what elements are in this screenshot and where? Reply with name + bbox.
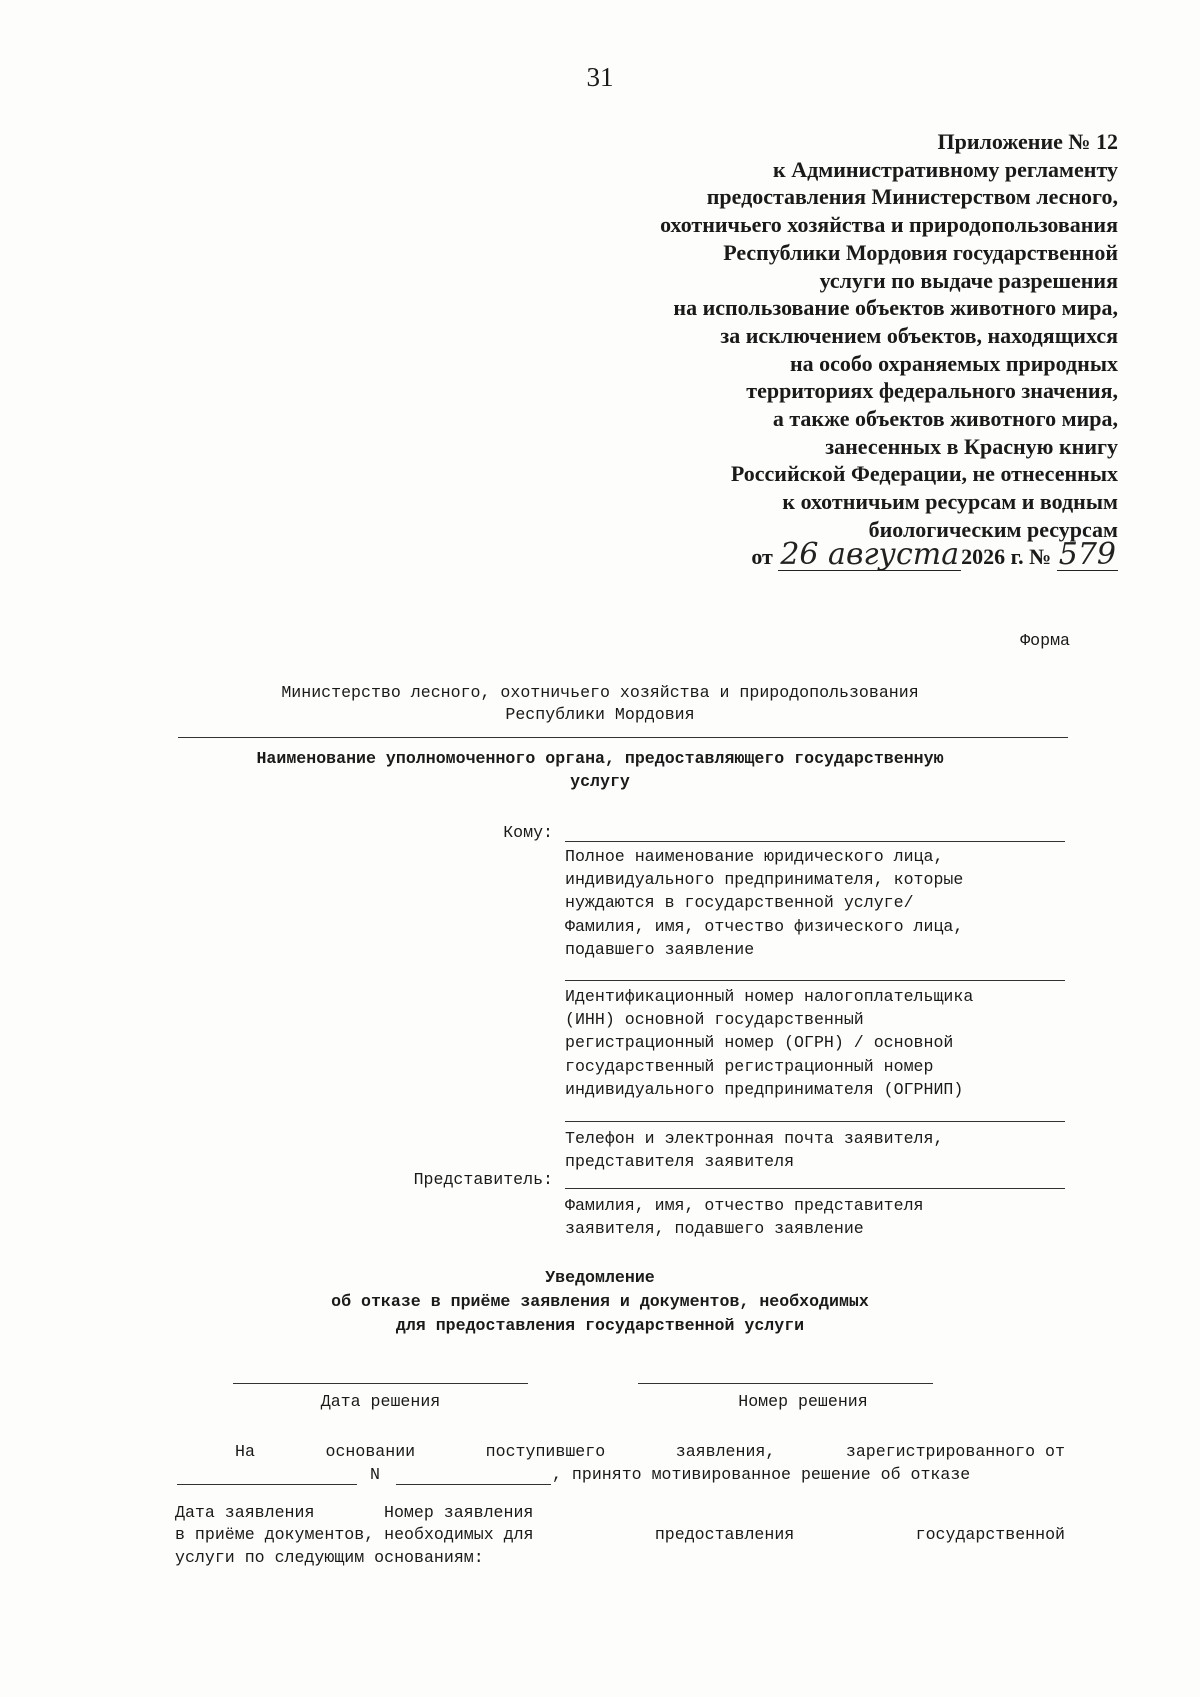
organ-caption-line-1: Наименование уполномоченного органа, предоставляющего государственную: [256, 749, 944, 768]
ministry-line-1: Министерство лесного, охотничьего хозяйства и природопользования: [281, 683, 919, 702]
appendix-line-6: услуги по выдаче разрешения: [819, 267, 1118, 293]
form-label: Форма: [1020, 631, 1070, 650]
body-paragraph-line-3: [175, 1525, 1065, 1544]
recipient-id-hint-line-5: индивидуального предпринимателя (ОГРНИП): [565, 1079, 964, 1099]
recipient-id-hint-line-3: регистрационный номер (ОГРН) / основной: [565, 1033, 954, 1053]
approval-line: [751, 537, 1118, 572]
decision-number-caption: Номер решения: [738, 1392, 868, 1411]
body-word-2: основании: [325, 1442, 416, 1461]
representative-line[interactable]: [565, 1188, 1065, 1189]
application-date-blank[interactable]: [177, 1484, 357, 1485]
appendix-line-13: Российской Федерации, не отнесенных: [730, 461, 1118, 487]
notice-title: Уведомление: [545, 1268, 655, 1287]
body-line-3-part-2: предоставления: [654, 1525, 795, 1544]
recipient-name-hint-line-5: подавшего заявление: [565, 939, 755, 959]
appendix-line-11: а также объектов животного мира,: [772, 406, 1118, 432]
recipient-contact-hint-line-2: представителя заявителя: [565, 1152, 795, 1172]
appendix-line-12: занесенных в Красную книгу: [825, 433, 1118, 459]
recipient-name-hint-line-4: Фамилия, имя, отчество физического лица,: [565, 916, 964, 936]
page-number: 31: [586, 62, 614, 92]
body-paragraph-line-2-end: , принято мотивированное решение об отказе: [552, 1465, 971, 1484]
recipient-name-hint-line-3: нуждаются в государственной услуге/: [565, 893, 914, 913]
recipient-id-hint-line-4: государственный регистрационный номер: [565, 1056, 934, 1076]
recipient-id-hint-line-2: (ИНН) основной государственный: [565, 1010, 864, 1030]
body-paragraph-line-4: услуги по следующим основаниям:: [175, 1548, 484, 1567]
handwritten-date: 26 августа: [780, 537, 960, 572]
recipient-id-line[interactable]: [565, 980, 1065, 981]
recipient-id-hint-line-1: Идентификационный номер налогоплательщика: [565, 987, 974, 1006]
recipient-name-line[interactable]: [565, 841, 1065, 842]
ministry-underline: [178, 737, 1068, 738]
application-number-blank[interactable]: [396, 1484, 551, 1485]
appendix-line-5: Республики Мордовия государственной: [723, 239, 1118, 265]
body-paragraph-line-1: [175, 1442, 1065, 1461]
appendix-line-10: территориях федерального значения,: [746, 378, 1118, 404]
recipient-label: Кому:: [503, 823, 553, 842]
appendix-line-8: за исключением объектов, находящихся: [720, 322, 1118, 348]
appendix-line-15: биологическим ресурсам: [868, 516, 1118, 542]
body-word-4: заявления,: [675, 1442, 776, 1461]
approval-from-label: от: [751, 544, 773, 569]
notice-line-2: об отказе в приёме заявления и документов, необходимых: [331, 1292, 869, 1311]
body-word-3: поступившего: [485, 1442, 606, 1461]
handwritten-number: 579: [1058, 537, 1116, 572]
appendix-line-3: предоставления Министерством лесного,: [706, 184, 1118, 210]
body-line-3-part-3: государственной: [915, 1525, 1065, 1544]
decision-date-line[interactable]: [233, 1383, 528, 1384]
representative-label: Представитель:: [413, 1170, 553, 1189]
recipient-contact-hint-line-1: Телефон и электронная почта заявителя,: [565, 1129, 944, 1148]
decision-number-line[interactable]: [638, 1383, 933, 1384]
body-word-5: зарегистрированного от: [845, 1442, 1065, 1461]
representative-hint-line-2: заявителя, подавшего заявление: [565, 1219, 864, 1239]
representative-hint-line-1: Фамилия, имя, отчество представителя: [565, 1196, 924, 1215]
body-line-3-part-1: в приёме документов, необходимых для: [175, 1525, 534, 1544]
decision-date-caption: Дата решения: [320, 1392, 441, 1411]
ministry-line-2: Республики Мордовия: [505, 705, 695, 724]
application-number-label: N: [370, 1465, 380, 1484]
appendix-line-9: на особо охраняемых природных: [789, 350, 1118, 376]
appendix-header: [478, 128, 1118, 544]
recipient-contact-line[interactable]: [565, 1121, 1065, 1122]
organ-caption-line-2: услугу: [570, 772, 630, 791]
appendix-line-14: к охотничьим ресурсам и водным: [782, 489, 1118, 515]
application-date-caption: Дата заявления: [175, 1503, 315, 1522]
recipient-name-hint-line-1: Полное наименование юридического лица,: [565, 847, 944, 866]
application-number-caption: Номер заявления: [384, 1503, 534, 1522]
appendix-line-2: к Административному регламенту: [773, 156, 1118, 182]
approval-year-label: 2026 г. №: [961, 544, 1052, 569]
appendix-line-1: Приложение № 12: [937, 129, 1118, 154]
appendix-line-4: охотничьего хозяйства и природопользования: [660, 212, 1118, 238]
recipient-name-hint-line-2: индивидуального предпринимателя, которые: [565, 870, 964, 890]
notice-line-3: для предоставления государственной услуги: [395, 1316, 805, 1335]
appendix-line-7: на использование объектов животного мира,: [673, 295, 1118, 321]
body-word-1: На: [235, 1442, 255, 1461]
